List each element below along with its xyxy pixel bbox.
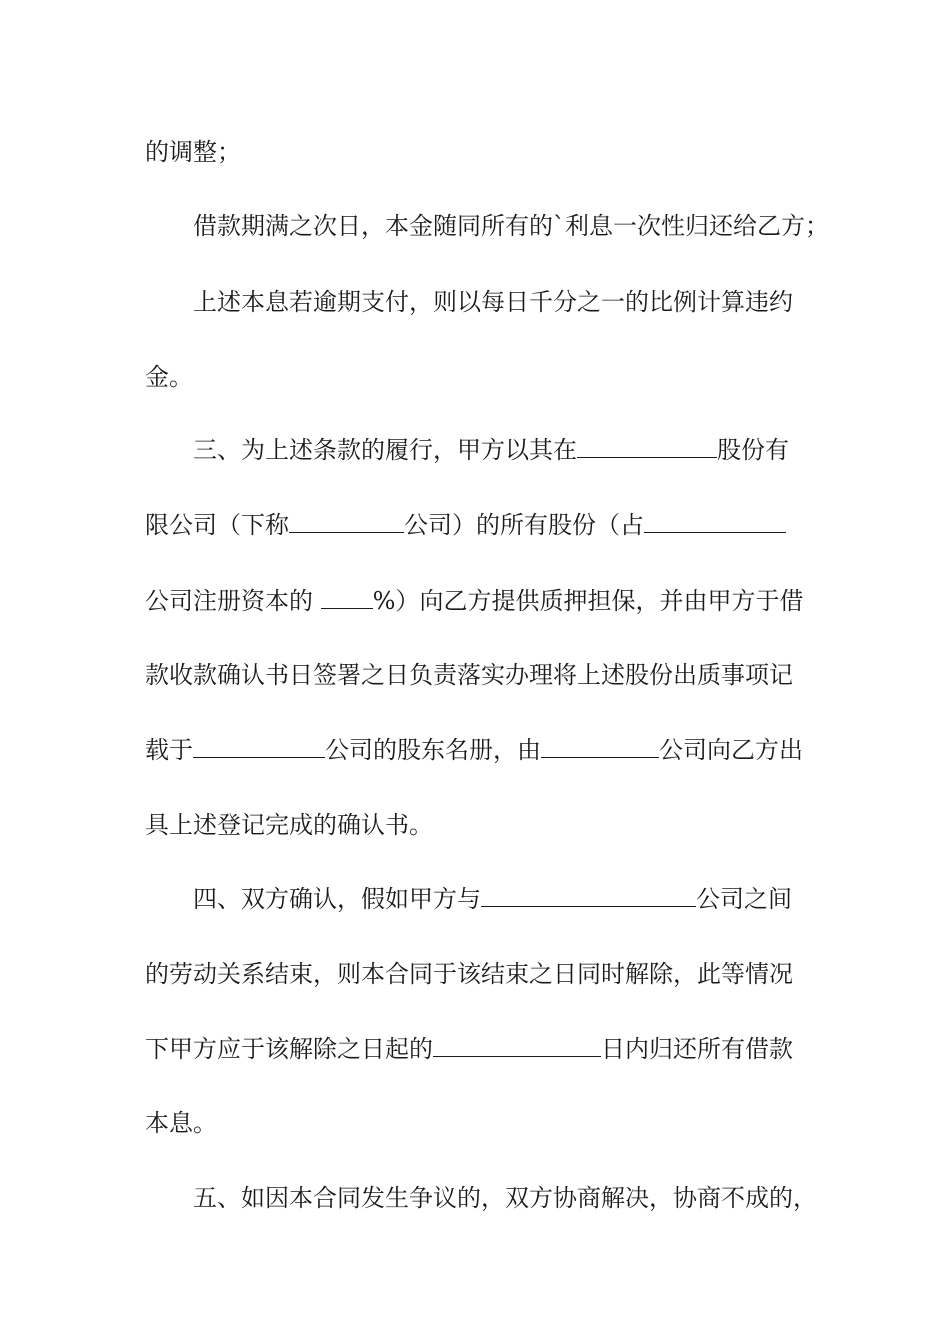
fill-in-blank[interactable] bbox=[577, 435, 717, 458]
text-line: 载于 公司的股东名册，由 公司向乙方出 bbox=[145, 736, 803, 764]
fill-in-blank[interactable] bbox=[481, 884, 696, 907]
fill-in-blank[interactable] bbox=[321, 586, 373, 609]
text-line: 的劳动关系结束，则本合同于该结束之日同时解除，此等情况 bbox=[145, 960, 793, 988]
text-line: 三、为上述条款的履行，甲方以其在 股份有 bbox=[193, 436, 789, 464]
fill-in-blank[interactable] bbox=[433, 1034, 601, 1057]
text-line: 限公司（下称 公司）的所有股份（占 bbox=[145, 510, 845, 540]
text-line: 具上述登记完成的确认书。 bbox=[145, 811, 433, 839]
fill-in-blank[interactable] bbox=[541, 735, 659, 758]
text-line: 公司注册资本的 %）向乙方提供质押担保，并由甲方于借 bbox=[145, 587, 804, 615]
fill-in-blank[interactable] bbox=[193, 735, 325, 758]
text-line: 款收款确认书日签署之日负责落实办理将上述股份出质事项记 bbox=[145, 661, 793, 689]
text-line: 金。 bbox=[145, 363, 193, 391]
text-line: 的调整； bbox=[145, 138, 241, 166]
text-line: 借款期满之次日，本金随同所有的`利息一次性归还给乙方； bbox=[193, 212, 829, 240]
text-line: 上述本息若逾期支付，则以每日千分之一的比例计算违约 bbox=[193, 288, 793, 316]
text-line: 本息。 bbox=[145, 1109, 217, 1137]
fill-in-blank[interactable] bbox=[644, 510, 786, 533]
text-line: 四、双方确认，假如甲方与 公司之间 bbox=[193, 885, 792, 913]
text-line: 下甲方应于该解除之日起的 日内归还所有借款 bbox=[145, 1035, 793, 1063]
fill-in-blank[interactable] bbox=[289, 510, 404, 533]
text-line: 五、如因本合同发生争议的，双方协商解决，协商不成的， bbox=[193, 1184, 817, 1212]
